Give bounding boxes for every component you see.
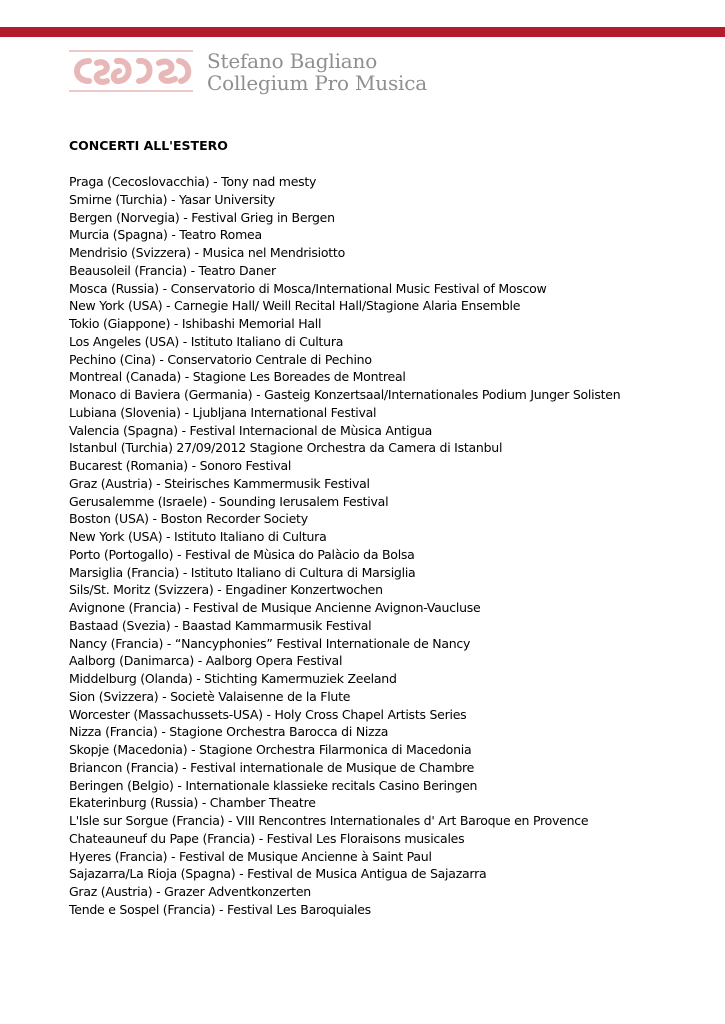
list-item: Valencia (Spagna) - Festival Internacional de Mùsica Antigua — [69, 422, 433, 438]
list-item: Smirne (Turchia) - Yasar University — [69, 191, 275, 207]
list-item: Murcia (Spagna) - Teatro Romea — [69, 227, 262, 243]
list-item: Nizza (Francia) - Stagione Orchestra Barocca di Nizza — [69, 724, 389, 740]
list-item: Middelburg (Olanda) - Stichting Kamermuziek Zeeland — [69, 671, 397, 686]
list-item: Chateauneuf du Pape (Francia) - Festival Les Floraisons musicales — [69, 830, 465, 846]
list-item: Avignone (Francia) - Festival de Musique Ancienne Avignon-Vaucluse — [69, 600, 481, 615]
list-item: Tokio (Giappone) - Ishibashi Memorial Hall — [69, 316, 322, 331]
list-item: Graz (Austria) - Steirisches Kammermusik Festival — [69, 475, 370, 491]
list-item: New York (USA) - Istituto Italiano di Cultura — [69, 529, 327, 544]
list-item: Gerusalemme (Israele) - Sounding Ierusalem Festival — [69, 493, 389, 509]
list-item: Sion (Svizzera) - Societè Valaisenne de la Flute — [69, 688, 351, 704]
list-item: Istanbul (Turchia) 27/09/2012 Stagione Orchestra da Camera di Istanbul — [69, 440, 503, 456]
list-item: Pechino (Cina) - Conservatorio Centrale di Pechino — [69, 351, 372, 367]
list-item: Los Angeles (USA) - Istituto Italiano di Cultura — [69, 333, 344, 349]
list-item: Tende e Sospel (Francia) - Festival Les Baroquiales — [69, 901, 371, 917]
list-item: Graz (Austria) - Grazer Adventkonzerten — [69, 884, 311, 899]
list-item: Lubiana (Slovenia) - Ljubljana International Festival — [69, 404, 377, 420]
list-item: Praga (Cecoslovacchia) - Tony nad mesty — [69, 174, 317, 189]
list-item: Marsiglia (Francia) - Istituto Italiano di Cultura di Marsiglia — [69, 564, 416, 580]
list-item: Bergen (Norvegia) - Festival Grieg in Bergen — [69, 209, 335, 225]
list-item: Ekaterinburg (Russia) - Chamber Theatre — [69, 795, 316, 811]
list-item: Briancon (Francia) - Festival internationale de Musique de Chambre — [69, 759, 475, 775]
list-item: Hyeres (Francia) - Festival de Musique Ancienne à Saint Paul — [69, 848, 432, 864]
page-title: CONCERTI ALL'ESTERO — [69, 138, 228, 153]
collegium-logo-icon — [67, 49, 195, 93]
brand-name: Stefano Bagliano — [207, 49, 378, 73]
list-item: Aalborg (Danimarca) - Aalborg Opera Festival — [69, 653, 343, 669]
brand-subtitle: Collegium Pro Musica — [207, 71, 427, 95]
header-accent-bar — [0, 27, 725, 37]
list-item: Mosca (Russia) - Conservatorio di Mosca/International Music Festival of Moscow — [69, 280, 547, 296]
list-item: Beringen (Belgio) - Internationale klassieke recitals Casino Beringen — [69, 777, 478, 793]
list-item: Bucarest (Romania) - Sonoro Festival — [69, 458, 292, 473]
list-item: Worcester (Massachussets-USA) - Holy Cross Chapel Artists Series — [69, 706, 467, 722]
list-item: Nancy (Francia) - “Nancyphonies” Festival Internationale de Nancy — [69, 635, 471, 651]
list-item: Sajazarra/La Rioja (Spagna) - Festival de Musica Antigua de Sajazarra — [69, 866, 487, 882]
list-item: Montreal (Canada) - Stagione Les Boreades de Montreal — [69, 369, 406, 385]
list-item: Monaco di Baviera (Germania) - Gasteig Konzertsaal/Internationales Podium Junger Solisten — [69, 387, 621, 402]
list-item: Beausoleil (Francia) - Teatro Daner — [69, 262, 276, 278]
list-item: Skopje (Macedonia) - Stagione Orchestra Filarmonica di Macedonia — [69, 742, 472, 757]
list-item: Sils/St. Moritz (Svizzera) - Engadiner Konzertwochen — [69, 582, 383, 598]
list-item: Porto (Portogallo) - Festival de Mùsica do Palàcio da Bolsa — [69, 546, 415, 562]
list-item: Mendrisio (Svizzera) - Musica nel Mendrisiotto — [69, 245, 345, 260]
list-item: L'Isle sur Sorgue (Francia) - VIII Rencontres Internationales d' Art Baroque en Provence — [69, 813, 589, 828]
list-item: Boston (USA) - Boston Recorder Society — [69, 511, 308, 527]
list-item: New York (USA) - Carnegie Hall/ Weill Recital Hall/Stagione Alaria Ensemble — [69, 298, 521, 314]
concert-list — [69, 173, 620, 919]
list-item: Bastaad (Svezia) - Baastad Kammarmusik Festival — [69, 617, 372, 633]
